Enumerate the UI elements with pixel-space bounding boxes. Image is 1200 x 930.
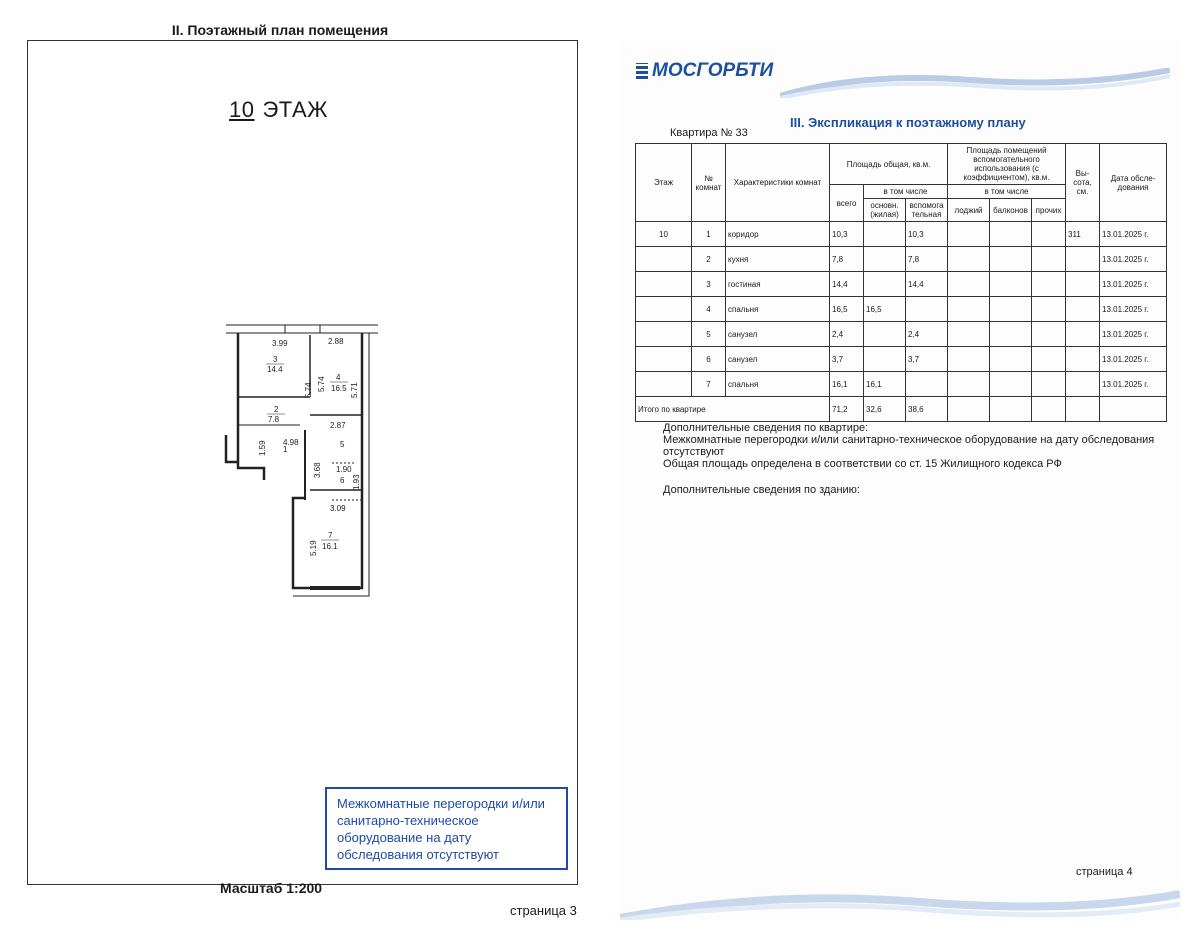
total-row bbox=[636, 397, 1167, 422]
cell-floor: 10 bbox=[636, 222, 692, 247]
cell-height bbox=[1066, 372, 1100, 397]
header-incl-1: в том числе bbox=[864, 185, 948, 199]
cell-height bbox=[1066, 297, 1100, 322]
page-gap bbox=[600, 0, 620, 930]
cell-loggia bbox=[948, 247, 990, 272]
total-label: Итого по квартире bbox=[636, 397, 830, 422]
cell-no: 6 bbox=[692, 347, 726, 372]
outer-wall bbox=[226, 325, 378, 333]
cell-aux: 7,8 bbox=[906, 247, 948, 272]
cell-name: кухня bbox=[726, 247, 830, 272]
cell-other bbox=[1032, 322, 1066, 347]
dim-190: 1.90 bbox=[336, 465, 352, 474]
table-row bbox=[636, 297, 1167, 322]
header-balcony: балконов bbox=[990, 199, 1032, 222]
wall-stub bbox=[285, 325, 320, 333]
cell-total: 16,1 bbox=[830, 372, 864, 397]
cell-balcony bbox=[990, 272, 1032, 297]
dim-193: 1.93 bbox=[352, 474, 361, 490]
cell-no: 1 bbox=[692, 222, 726, 247]
cell-name: гостиная bbox=[726, 272, 830, 297]
header-floor: Этаж bbox=[636, 144, 692, 222]
room-2-area: 7.8 bbox=[268, 415, 280, 424]
cell-loggia bbox=[948, 347, 990, 372]
cell-floor bbox=[636, 297, 692, 322]
page-4-number: страница 4 bbox=[1076, 866, 1133, 878]
dim-574a: 5.74 bbox=[304, 382, 313, 398]
cell-balcony bbox=[990, 247, 1032, 272]
dim-159: 1.59 bbox=[258, 440, 267, 456]
cell-total: 16,5 bbox=[830, 297, 864, 322]
cell-no: 3 bbox=[692, 272, 726, 297]
cell-name: санузел bbox=[726, 347, 830, 372]
header-date: Дата обсле- дования bbox=[1100, 144, 1167, 222]
cell-name: санузел bbox=[726, 322, 830, 347]
cell-floor bbox=[636, 347, 692, 372]
table-row bbox=[636, 272, 1167, 297]
dim-571: 5.71 bbox=[350, 382, 359, 398]
cell-loggia bbox=[948, 372, 990, 397]
cell-other bbox=[1032, 272, 1066, 297]
cell-no: 5 bbox=[692, 322, 726, 347]
cell-main bbox=[864, 222, 906, 247]
header-characteristics: Характеристики комнат bbox=[726, 144, 830, 222]
floor-number: 10 bbox=[229, 97, 255, 122]
cell-date: 13.01.2025 г. bbox=[1100, 247, 1167, 272]
header-all: всего bbox=[830, 185, 864, 222]
room-5-number: 5 bbox=[340, 440, 345, 449]
floor-word: ЭТАЖ bbox=[262, 97, 328, 122]
cell-aux: 3,7 bbox=[906, 347, 948, 372]
cell-balcony bbox=[990, 372, 1032, 397]
room-7-number: 7 bbox=[328, 531, 333, 540]
cell-main bbox=[864, 347, 906, 372]
dim-368: 3.68 bbox=[313, 462, 322, 478]
header-incl-2: в том числе bbox=[948, 185, 1066, 199]
header-wave-decoration bbox=[780, 68, 1170, 98]
cell-name: спальня bbox=[726, 297, 830, 322]
cell-main bbox=[864, 322, 906, 347]
mosgorbti-logo bbox=[636, 60, 773, 82]
cell-main bbox=[864, 272, 906, 297]
cell-main: 16,5 bbox=[864, 297, 906, 322]
cell-loggia bbox=[948, 222, 990, 247]
cell-date: 13.01.2025 г. bbox=[1100, 297, 1167, 322]
cell-no: 4 bbox=[692, 297, 726, 322]
cell-date: 13.01.2025 г. bbox=[1100, 372, 1167, 397]
cell-main: 16,1 bbox=[864, 372, 906, 397]
cell-date: 13.01.2025 г. bbox=[1100, 322, 1167, 347]
total-main: 32,6 bbox=[864, 397, 906, 422]
table-row bbox=[636, 372, 1167, 397]
room-4-number: 4 bbox=[336, 373, 341, 382]
cell-name: коридор bbox=[726, 222, 830, 247]
table-row bbox=[636, 347, 1167, 372]
header-height: Вы- сота, см. bbox=[1066, 144, 1100, 222]
logo-icon bbox=[636, 63, 648, 79]
cell-balcony bbox=[990, 297, 1032, 322]
header-room-no: № комнат bbox=[692, 144, 726, 222]
cell-balcony bbox=[990, 322, 1032, 347]
dim-399: 3.99 bbox=[272, 339, 288, 348]
header-aux-area: Площадь помещений вспомогательного использования (с коэффициентом), кв.м. bbox=[948, 144, 1066, 185]
dim-574b: 5.74 bbox=[317, 376, 326, 392]
logo-text: МОСГОРБТИ bbox=[652, 60, 774, 81]
explication-table bbox=[635, 143, 1167, 422]
cell-other bbox=[1032, 372, 1066, 397]
footer-wave-decoration bbox=[620, 880, 1180, 920]
cell-date: 13.01.2025 г. bbox=[1100, 347, 1167, 372]
page-4 bbox=[620, 40, 1180, 920]
header-other: прочих bbox=[1032, 199, 1066, 222]
total-aux: 38,6 bbox=[906, 397, 948, 422]
header-main: основн. (жилая) bbox=[864, 199, 906, 222]
cell-height bbox=[1066, 347, 1100, 372]
cell-floor bbox=[636, 247, 692, 272]
additional-building-title: Дополнительные сведения по зданию: bbox=[663, 484, 860, 496]
header-aux: вспомога тельная bbox=[906, 199, 948, 222]
header-loggia: лоджий bbox=[948, 199, 990, 222]
page-3-number: страница 3 bbox=[510, 903, 577, 918]
cell-total: 10,3 bbox=[830, 222, 864, 247]
cell-no: 2 bbox=[692, 247, 726, 272]
dim-519: 5.19 bbox=[309, 540, 318, 556]
cell-date: 13.01.2025 г. bbox=[1100, 272, 1167, 297]
cell-floor bbox=[636, 372, 692, 397]
cell-total: 7,8 bbox=[830, 247, 864, 272]
cell-loggia bbox=[948, 322, 990, 347]
cell-aux: 2,4 bbox=[906, 322, 948, 347]
cell-height bbox=[1066, 247, 1100, 272]
dim-288: 2.88 bbox=[328, 337, 344, 346]
header-area-total: Площадь общая, кв.м. bbox=[830, 144, 948, 185]
cell-floor bbox=[636, 272, 692, 297]
cell-other bbox=[1032, 297, 1066, 322]
room-6-number: 6 bbox=[340, 476, 345, 485]
cell-other bbox=[1032, 222, 1066, 247]
cell-balcony bbox=[990, 222, 1032, 247]
dim-498: 4.98 bbox=[283, 438, 299, 447]
additional-apartment-title: Дополнительные сведения по квартире: bbox=[663, 422, 869, 434]
plan-title: II. Поэтажный план помещения bbox=[171, 22, 389, 38]
dim-287: 2.87 bbox=[330, 421, 346, 430]
total-all: 71,2 bbox=[830, 397, 864, 422]
table-row bbox=[636, 247, 1167, 272]
additional-apartment-line-1: Межкомнатные перегородки и/или санитарно-техническое оборудование на дату обследования отсутствуют bbox=[663, 434, 1155, 458]
apartment-number: Квартира № 33 bbox=[670, 127, 748, 139]
plan-note: Межкомнатные перегородки и/или санитарно-техническое оборудование на дату обследования отсутствуют bbox=[325, 787, 568, 870]
outer-wall-left bbox=[226, 333, 264, 480]
cell-other bbox=[1032, 247, 1066, 272]
explication-title: III. Экспликация к поэтажному плану bbox=[790, 115, 1026, 130]
dim-309: 3.09 bbox=[330, 504, 346, 513]
room-4-area: 16.5 bbox=[331, 384, 347, 393]
cell-height bbox=[1066, 322, 1100, 347]
cell-floor bbox=[636, 322, 692, 347]
cell-name: спальня bbox=[726, 372, 830, 397]
room-3-number: 3 bbox=[273, 355, 278, 364]
room-7-area: 16.1 bbox=[322, 542, 338, 551]
explication-rows bbox=[636, 222, 1167, 397]
cell-other bbox=[1032, 347, 1066, 372]
room-2-number: 2 bbox=[274, 405, 279, 414]
cell-height: 311 bbox=[1066, 222, 1100, 247]
cell-loggia bbox=[948, 297, 990, 322]
cell-no: 7 bbox=[692, 372, 726, 397]
cell-aux bbox=[906, 372, 948, 397]
cell-total: 3,7 bbox=[830, 347, 864, 372]
cell-aux: 10,3 bbox=[906, 222, 948, 247]
additional-apartment-line-2: Общая площадь определена в соответствии со ст. 15 Жилищного кодекса РФ bbox=[663, 458, 1062, 470]
table-row bbox=[636, 322, 1167, 347]
cell-height bbox=[1066, 272, 1100, 297]
cell-date: 13.01.2025 г. bbox=[1100, 222, 1167, 247]
cell-total: 2,4 bbox=[830, 322, 864, 347]
cell-main bbox=[864, 247, 906, 272]
cell-aux bbox=[906, 297, 948, 322]
room-3-area: 14.4 bbox=[267, 365, 283, 374]
cell-total: 14,4 bbox=[830, 272, 864, 297]
additional-apartment-info bbox=[663, 422, 1163, 470]
cell-loggia bbox=[948, 272, 990, 297]
table-row bbox=[636, 222, 1167, 247]
cell-aux: 14,4 bbox=[906, 272, 948, 297]
room-1-number: 1 bbox=[283, 445, 288, 454]
cell-balcony bbox=[990, 347, 1032, 372]
plan-scale: Масштаб 1:200 bbox=[220, 880, 323, 896]
